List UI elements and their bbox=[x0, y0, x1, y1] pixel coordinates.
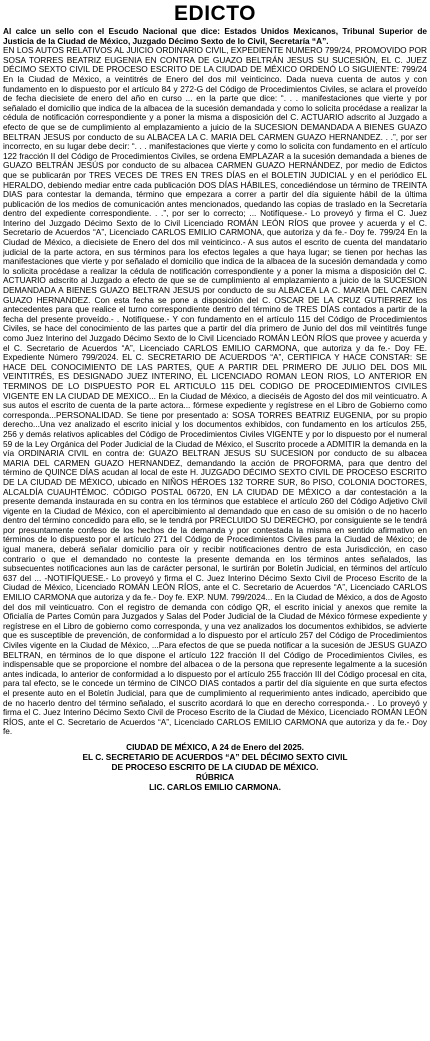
signature-line-1: EL C. SECRETARIO DE ACUERDOS “A” DEL DÉCIMO SEXTO CIVIL bbox=[82, 751, 348, 762]
signature-rubric: RÚBRICA bbox=[195, 771, 235, 782]
edict-lead: Al calce un sello con el Escudo Nacional que dice: Estados Unidos Mexicanos, Tribunal Superior de Justicia de la Ciudad de México, Juzgado Décimo Sexto de lo Civil, Secretaría “A”. bbox=[3, 26, 427, 46]
signature-block bbox=[3, 742, 427, 792]
edict-page bbox=[3, 3, 427, 1035]
signature-line-2: DE PROCESO ESCRITO DE LA CIUDAD DE MÉXICO. bbox=[111, 761, 319, 772]
edict-title: EDICTO bbox=[174, 3, 256, 25]
signature-name: LIC. CARLOS EMILIO CARMONA. bbox=[149, 781, 281, 792]
signature-place-date: CIUDAD DE MÉXICO, A 24 de Enero del 2025. bbox=[126, 741, 304, 752]
edict-body: EN LOS AUTOS RELATIVOS AL JUICIO ORDINARIO CIVIL, EXPEDIENTE NUMERO 799/24, PROMOVIDO POR SOSA TORRES BEATRIZ EUGENIA EN CONTRA DE GUAZO BELTRÁN JESUS SU SUCESIÓN, EL C. JUEZ DÉCIMO SEXTO CIVIL DE PROCESO ESCRITO DE LA CIUDAD DE MÉXICO ORDENÓ LO SIGUIENTE: 799/24 En la Ciudad de México, a veintitrés de Enero del dos mil veinticinco. Dada nueva cuenta de autos y con fundamento en lo dispuesto por el artículo 84 y 272-G del Código de Procedimientos Civiles, se aclara el proveído de fecha diecisiete de enero del año en curso ... en la parte que dice: “. . . manifestaciones que vierte y por señalado el domicilio que indica de la albacea de la sucesión demandada y como lo solicita procédase a realizar la cédula de notificación correspondiente y a poner la misma a disposición del C. ACTUARIO adscrito al Juzgado a efecto de que se de cumplimiento al emplazamiento a juicio de la SUCESION DEMANDADA A BIENES GUAZO BELTRAN JESUS por conducto de su ALBACEA LA C. MARIA DEL CARMEN GUAZO HERNANDEZ. . .”, por ser incorrecto, en su lugar debe decir: “. . . manifestaciones que vierte y como lo solicita con fundamento en el artículo 122 fracción II del Código de Procedimientos Civiles, se ordena EMPLAZAR a la sucesión demandada a bienes de GUAZO BELTRÁN JESÚS por conducto de su albacea CARMEN GUAZO HERNÁNDEZ, por medio de Edictos que se publicarán por TRES VECES DE TRES EN TRES DÍAS en el BOLETIN JUDICIAL y en el periódico EL HERALDO, debiendo mediar entre cada publicación DOS DÍAS HÁBILES, concediéndose un término de TREINTA DIAS para contestar la demanda, término que empezara a correr a partir del día siguiente hábil de la última publicación de los medios de comunicación antes mencionados, quedando las copias de traslado en la Secretaría dentro del expediente correspondiente. . .”, por ser lo correcto; ... Notifíquese.- Lo proveyó y firma el C. Juez Interino del Juzgado Décimo Sexto de lo Civil Licenciado ROMÁN LEÓN RÍOS que provee y acuerda y el C. Secretario de Acuerdos “A”, Licenciado CARLOS EMILIO CARMONA, que autoriza y da fe.- Doy fe. 799/24 En la Ciudad de México, a diecisiete de Enero del dos mil veinticinco.- A sus autos el escrito de cuenta del mandatario judicial de la parte actora, en sus términos para los efectos legales a que haya lugar; se tienen por hechas las manifestaciones que vierte y por señalado el domicilio que indica de la albacea de la sucesión demandada y como lo solicita procédase a realizar la cédula de notificación correspondiente y a poner la misma a disposición del C. ACTUARIO adscrito al Juzgado a efecto de que se de cumplimiento al emplazamiento a juicio de la SUCESION DEMANDADA A BIENES GUAZO BELTRAN JESUS por conducto de su ALBACEA LA C. MARIA DEL CARMEN GUAZO HERNANDEZ. Con esta fecha se pone a disposición del C. OSCAR DE LA CRUZ GUTIERREZ los antecedentes para que realice el turno correspondiente dentro del término de TRES DÍAS contados a partir de la fecha del presente proveído.- . Notifíquese.- Y con fundamento en el artículo 115 del Código de Procedimientos Civiles, se hace del conocimiento de las partes que a partir del día primero de Junio del dos mil veintitrés funge como Juez Interino del Juzgado Décimo Sexto de lo Civil Licenciado ROMÁN LEÓN RÍOS que provee y acuerda y el C. Secretario de Acuerdos “A”, Licenciado CARLOS EMILIO CARMONA, que autoriza y da fe.- Doy FE. Expediente Número 799/2024. EL C. SECRETARIO DE ACUERDOS “A”, CERTIFICA Y HACE CONSTAR: SE HACE DEL CONOCIMIENTO DE LAS PARTES, QUE A PARTIR DEL PRIMERO DE JULIO DEL DOS MIL VEINTITRÉS, ES DESIGNADO JUEZ INTERINO, EL LICENCIADO ROMAN LEON RIOS, LO ANTERIOR EN TERMINOS DE LO DISPUESTO POR EL ARTICULO 115 DEL CODIGO DE PROCEDIMIENTOS CIVILES VIGENTE EN LA CIUDAD DE MEXICO... En la Ciudad de México, a dieciséis de Agosto del dos mil veinticuatro. A sus autos el escrito de cuenta de la parte actora... fórmese expediente y regístrese en el Libro de Gobierno como corresponda...PERSONALIDAD. Se tiene por presentado a: SOSA TORRES BEATRIZ EUGENIA, por su propio derecho...Una vez analizado el escrito inicial y los documentos exhibidos, con fundamento en los artículos 255, 256 y demás relativos aplicables del Código de Procedimientos Civiles VIGENTE y por lo dispuesto por el numeral 59 de la Ley Orgánica del Poder Judicial de la Ciudad de México, el Suscrito procede a ADMITIR la demanda en la vía ORDINARIA CIVIL en contra de: GUAZO BELTRAN JESUS SU SUCESION por conducto de su albacea MARIA DEL CARMEN GUAZO HERNANDEZ, demandando la acción de PROFORMA, para que dentro del término de QUINCE DÍAS acudan al local de este H. JUZGADO DÉCIMO SEXTO CIVIL DE PROCESO ESCRITO DE LA CIUDAD DE MÉXICO, ubicado en NIÑOS HÉROES 132 TORRE SUR, 8o PISO, COLONIA DOCTORES, ALCALDÍA CUAUHTÉMOC. CÓDIGO POSTAL 06720, EN LA CIUDAD DE MÉXICO a dar contestación a la presente demanda instaurada en su contra en los términos que establece el artículo 260 del Código Adjetivo Civil vigente en la Ciudad de México, con el apercibimiento al demandado que en caso de su omisión o de no hacerlo dentro del término concedido para ello, se le tendrá por PRECLUIDO SU DERECHO, por consiguiente se le tendrá por presuntamente confeso de los hechos de la demanda y por contestada la misma en sentido afirmativo en términos de lo dispuesto por el artículo 271 del Código de Procedimientos Civiles para la Ciudad de México; de igual manera, deberá señalar domicilio para oír y recibir notificaciones dentro de esta Jurisdicción, en caso contrario o que el demandado no conteste la presente demanda en los términos antes señalados, las subsecuentes notificaciones aun las de carácter personal, le surtirán por Boletín Judicial, en términos del artículo 637 del ... -NOTIFÍQUESE.- Lo proveyó y firma el C. Juez Interino Décimo Sexto Civil de Proceso Escrito de la Ciudad de México, Licenciado ROMÁN LEÓN RÍOS, ante el C. Secretario de Acuerdos “A”, Licenciado CARLOS EMILIO CARMONA que autoriza y da fe.- Doy fe. EXP. NUM. 799/2024... En la Ciudad de México, a dos de Agosto del dos mil veinticuatro. Con el registro de demanda con código QR, el escrito inicial y anexos que remite la Oficialía de Partes Común para Juzgados y Salas del Poder Judicial de la Ciudad de México fórmese expediente y regístrese en el Libro de gobierno como corresponda, y una vez analizados los documentos exhibidos, se advierte que es susceptible de prevención, de conformidad a lo dispuesto por el artículo 257 del Código de Procedimientos Civiles vigente en la Ciudad de México, ...Para efectos de que se pueda notificar a la sucesión de JESUS GUAZO BELTRAN, en términos de lo que dispone el artículo 122 fracción II del Código de Procedimientos Civiles, es indispensable que se proporcione el nombre del albacea o de la persona que represente legalmente a la sucesión antes indicada, lo anterior de conformidad a lo dispuesto por el artículo 255 fracción III del Código procesal en cita, para tal efecto, se le concede un término de CINCO DIAS contados a partir del día siguiente en que surta efectos el presente auto en el Boletín Judicial, para que de cumplimiento al requerimiento antes indicado, apercibido que de no hacerlo dentro del término señalado, el suscrito acordará lo que en derecho corresponda.- . Lo proveyó y firma el C. Juez Interino Décimo Sexto Civil de Proceso Escrito de la Ciudad de México, Licenciado ROMÁN LEÓN RÍOS, ante el C. Secretario de Acuerdos “A”, Licenciado CARLOS EMILIO CARMONA que autoriza y da fe.- Doy fe. bbox=[3, 45, 427, 737]
